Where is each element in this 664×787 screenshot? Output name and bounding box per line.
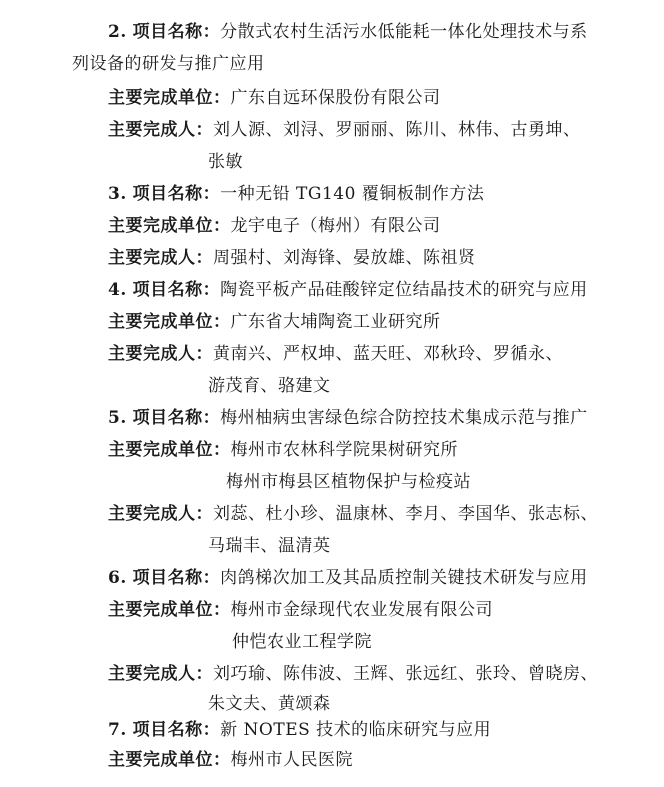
project-7-unit-line bbox=[108, 748, 353, 772]
project-4-unit-line bbox=[108, 310, 441, 334]
persons-list-continuation: 张敏 bbox=[208, 152, 243, 172]
project-2-persons-continuation bbox=[208, 150, 243, 174]
project-3-persons-line bbox=[108, 246, 476, 270]
persons-label: 主要完成人： bbox=[108, 120, 213, 140]
project-6-title-line bbox=[108, 566, 588, 590]
persons-list: 周强村、刘海锋、晏放雄、陈祖贤 bbox=[213, 248, 476, 268]
project-name-continuation: 列设备的研发与推广应用 bbox=[72, 54, 265, 74]
persons-label: 主要完成人： bbox=[108, 248, 213, 268]
unit-name: 梅州市人民医院 bbox=[230, 750, 353, 770]
unit-label: 主要完成单位： bbox=[108, 750, 231, 770]
persons-list: 刘巧瑜、陈伟波、王辉、张远红、张玲、曾晓房、 bbox=[213, 664, 598, 684]
project-name: 一种无铅 TG140 覆铜板制作方法 bbox=[220, 184, 485, 204]
project-7-title-line bbox=[108, 718, 491, 742]
project-6-unit-continuation bbox=[232, 630, 372, 654]
unit-name: 广东省大埔陶瓷工业研究所 bbox=[230, 312, 441, 332]
project-name: 分散式农村生活污水低能耗一体化处理技术与系 bbox=[220, 22, 588, 42]
project-6-persons-line bbox=[108, 662, 598, 686]
project-number: 2. bbox=[108, 22, 127, 42]
persons-label: 主要完成人： bbox=[108, 664, 213, 684]
project-name: 肉鸽梯次加工及其品质控制关键技术研发与应用 bbox=[220, 568, 588, 588]
project-name-label: 项目名称： bbox=[132, 280, 221, 300]
project-name-label: 项目名称： bbox=[132, 22, 221, 42]
project-2-persons-line bbox=[108, 118, 581, 142]
project-6-unit-line bbox=[108, 598, 493, 622]
project-4-persons-continuation bbox=[208, 374, 331, 398]
project-name: 梅州柚病虫害绿色综合防控技术集成示范与推广 bbox=[220, 408, 588, 428]
unit-label: 主要完成单位： bbox=[108, 312, 231, 332]
project-number: 3. bbox=[108, 184, 127, 204]
project-5-title-line bbox=[108, 406, 588, 430]
unit-label: 主要完成单位： bbox=[108, 600, 231, 620]
unit-name: 梅州市金绿现代农业发展有限公司 bbox=[230, 600, 493, 620]
project-5-persons-line bbox=[108, 502, 598, 526]
unit-label: 主要完成单位： bbox=[108, 88, 231, 108]
unit-label: 主要完成单位： bbox=[108, 216, 231, 236]
unit-name: 龙宇电子（梅州）有限公司 bbox=[230, 216, 441, 236]
project-6-persons-continuation bbox=[208, 692, 331, 716]
project-2-title-line bbox=[108, 20, 588, 44]
persons-list: 刘人源、刘浔、罗丽丽、陈川、林伟、古勇坤、 bbox=[213, 120, 581, 140]
project-5-unit-line bbox=[108, 438, 458, 462]
project-4-title-line bbox=[108, 278, 588, 302]
unit-label: 主要完成单位： bbox=[108, 440, 231, 460]
persons-list: 黄南兴、严权坤、蓝天旺、邓秋玲、罗循永、 bbox=[213, 344, 563, 364]
project-2-title-continuation bbox=[72, 52, 265, 76]
persons-label: 主要完成人： bbox=[108, 504, 213, 524]
project-5-persons-continuation bbox=[208, 534, 331, 558]
project-number: 6. bbox=[108, 568, 127, 588]
project-3-unit-line bbox=[108, 214, 441, 238]
project-name-label: 项目名称： bbox=[132, 184, 221, 204]
project-name-label: 项目名称： bbox=[132, 720, 221, 740]
unit-name: 梅州市农林科学院果树研究所 bbox=[230, 440, 458, 460]
persons-list: 刘蕊、杜小珍、温康林、李月、李国华、张志标、 bbox=[213, 504, 598, 524]
project-4-persons-line bbox=[108, 342, 563, 366]
persons-list-continuation: 马瑞丰、温清英 bbox=[208, 536, 331, 556]
project-number: 4. bbox=[108, 280, 127, 300]
project-number: 7. bbox=[108, 720, 127, 740]
unit-name: 仲恺农业工程学院 bbox=[232, 632, 372, 652]
persons-list-continuation: 游茂育、骆建文 bbox=[208, 376, 331, 396]
unit-name: 广东自远环保股份有限公司 bbox=[230, 88, 441, 108]
unit-name: 梅州市梅县区植物保护与检疫站 bbox=[226, 472, 471, 492]
project-5-unit-continuation bbox=[226, 470, 471, 494]
project-name: 新 NOTES 技术的临床研究与应用 bbox=[220, 720, 492, 740]
project-number: 5. bbox=[108, 408, 127, 428]
project-3-title-line bbox=[108, 182, 484, 206]
persons-list-continuation: 朱文夫、黄颂森 bbox=[208, 694, 331, 714]
project-name-label: 项目名称： bbox=[132, 408, 221, 428]
project-2-unit-line bbox=[108, 86, 441, 110]
project-name-label: 项目名称： bbox=[132, 568, 221, 588]
project-name: 陶瓷平板产品硅酸锌定位结晶技术的研究与应用 bbox=[220, 280, 588, 300]
persons-label: 主要完成人： bbox=[108, 344, 213, 364]
